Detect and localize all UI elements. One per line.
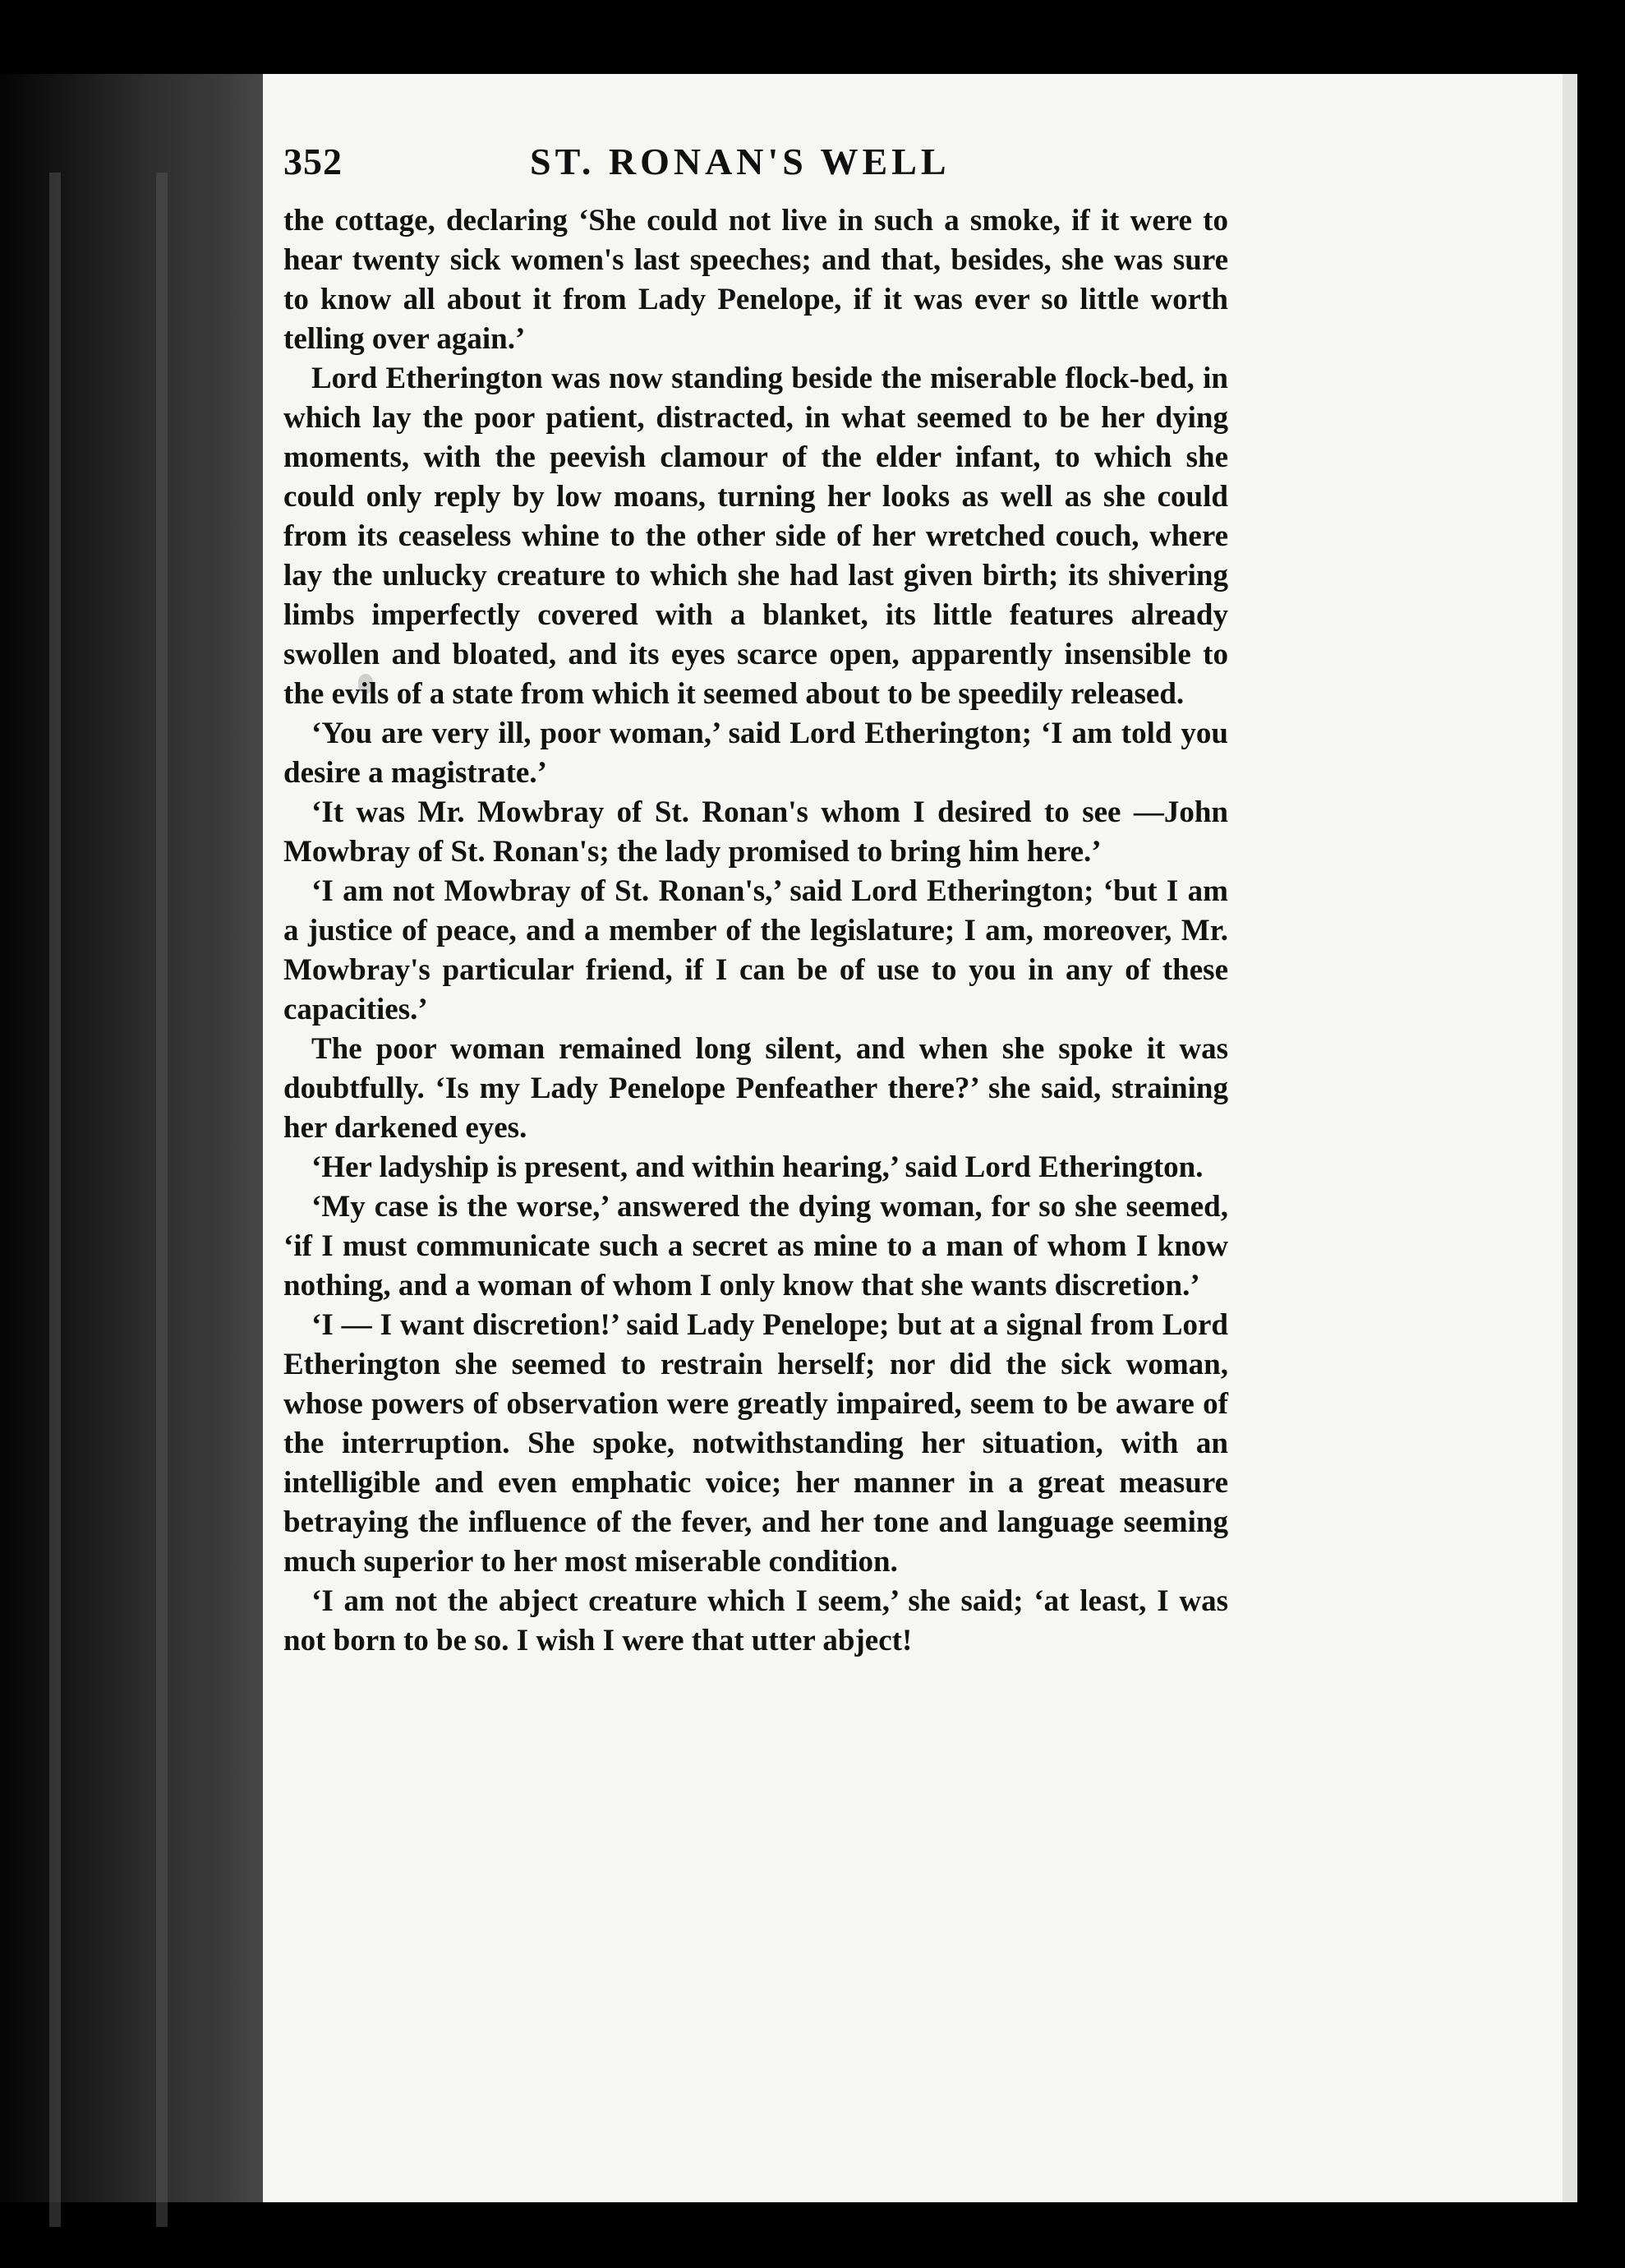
paragraph: ‘It was Mr. Mowbray of St. Ronan's whom I desired to see —John Mowbray of St. Ronan's; the lady promised to bring him here.’ [283, 795, 1228, 869]
paragraph: ‘My case is the worse,’ answered the dying woman, for so she seemed, ‘if I must communicate such a secret as mine to a man of whom I know nothing, and a woman of whom I only know that she wants discretion.’ [283, 1190, 1228, 1302]
paragraph: the cottage, declaring ‘She could not live in such a smoke, if it were to hear twenty sick women's last speeches; and that, besides, she was sure to know all about it from Lady Penelope, if it was ever so little worth telling over again.’ [283, 204, 1228, 356]
paragraph: ‘I — I want discretion!’ said Lady Penelope; but at a signal from Lord Etherington she seemed to restrain herself; nor did the sick woman, whose powers of observation were greatly impaired, seem to be aware of the interruption. She spoke, notwithstanding her situation, with an intelligible and even emphatic voice; her manner in a great measure betraying the influence of the fever, and her tone and language seeming much superior to her most miserable condition. [283, 1308, 1228, 1579]
paragraph: ‘I am not Mowbray of St. Ronan's,’ said Lord Etherington; ‘but I am a justice of peace, and a member of the legislature; I am, moreover, Mr. Mowbray's particular friend, if I can be of use to you in any of these capacities.’ [283, 874, 1228, 1026]
paragraph: Lord Etherington was now standing beside the miserable flock-bed, in which lay the poor patient, distracted, in what seemed to be her dying moments, with the peevish clamour of the elder infant, to which she could only reply by low moans, turning her looks as well as she could from its ceaseless whine to the other side of her wretched couch, where lay the unlucky creature to which she had last given birth; its shivering limbs imperfectly covered with a blanket, its little features already swollen and bloated, and its eyes scarce open, apparently insensible to the evils of a state from which it seemed about to be speedily released. [283, 362, 1228, 711]
body-text [283, 201, 1228, 1661]
paragraph: ‘You are very ill, poor woman,’ said Lord Etherington; ‘I am told you desire a magistrate.’ [283, 717, 1228, 790]
paragraph: ‘I am not the abject creature which I seem,’ she said; ‘at least, I was not born to be so. I wish I were that utter abject! [283, 1584, 1228, 1657]
page-edge [1563, 74, 1577, 2202]
book-gutter [0, 74, 271, 2202]
paragraph: The poor woman remained long silent, and when she spoke it was doubtfully. ‘Is my Lady Penelope Penfeather there?’ she said, straining her darkened eyes. [283, 1032, 1228, 1145]
gutter-shadow [49, 173, 61, 2227]
paragraph: ‘Her ladyship is present, and within hearing,’ said Lord Etherington. [311, 1150, 1204, 1184]
running-title: ST. RONAN'S WELL [530, 141, 951, 182]
page-number: 352 [283, 141, 343, 182]
gutter-shadow [156, 173, 168, 2227]
